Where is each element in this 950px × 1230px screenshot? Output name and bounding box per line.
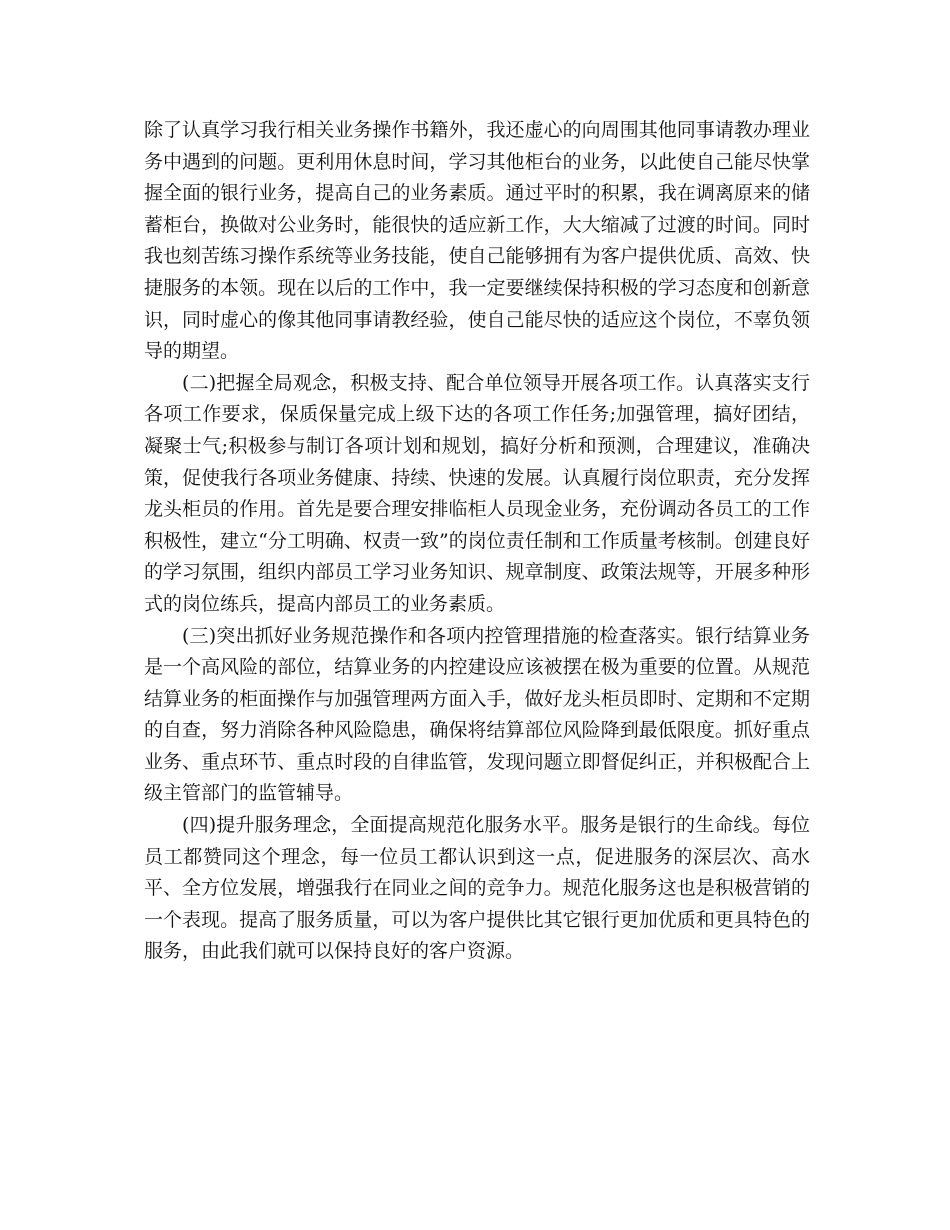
paragraph-overall-view: (二)把握全局观念，积极支持、配合单位领导开展各项工作。认真落实支行各项工作要求，保质保量完成上级下达的各项工作任务;加强管理，搞好团结，凝聚士气;积极参与制订各项计划和规划，搞好分析和预测，合理建议，准确决策，促使我行各项业务健康、持续、快速的发展。认真履行岗位职责，充分发挥龙头柜员的作用。首先是要合理安排临柜人员现金业务，充份调动各员工的工作积极性，建立“分工明确、权责一致”的岗位责任制和工作质量考核制。创建良好的学习氛围，组织内部员工学习业务知识、规章制度、政策法规等，开展多种形式的岗位练兵，提高内部员工的业务素质。	[144, 371, 810, 615]
paragraph-study: 除了认真学习我行相关业务操作书籍外，我还虚心的向周围其他同事请教办理业务中遇到的问题。更利用休息时间，学习其他柜台的业务，以此使自己能尽快掌握全面的银行业务，提高自己的业务素质。通过平时的积累，我在调离原来的储蓄柜台，换做对公业务时，能很快的适应新工作，大大缩减了过渡的时间。同时我也刻苦练习操作系统等业务技能，使自己能够拥有为客户提供优质、高效、快捷服务的本领。现在以后的工作中，我一定要继续保持积极的学习态度和创新意识，同时虚心的像其他同事请教经验，使自己能尽快的适应这个岗位，不辜负领导的期望。	[144, 119, 810, 363]
paragraph-service: (四)提升服务理念，全面提高规范化服务水平。服务是银行的生命线。每位员工都赞同这个理念，每一位员工都认识到这一点，促进服务的深层次、高水平、全方位发展，增强我行在同业之间的竞争力。规范化服务这也是积极营销的一个表现。提高了服务质量，可以为客户提供比其它银行更加优质和更具特色的服务，由此我们就可以保持良好的客户资源。	[144, 814, 810, 963]
document-body	[144, 115, 810, 968]
paragraph-internal-control: (三)突出抓好业务规范操作和各项内控管理措施的检查落实。银行结算业务是一个高风险的部位，结算业务的内控建设应该被摆在极为重要的位置。从规范结算业务的柜面操作与加强管理两方面入手，做好龙头柜员即时、定期和不定期的自查，努力消除各种风险隐患，确保将结算部位风险降到最低限度。抓好重点业务、重点环节、重点时段的自律监管，发现问题立即督促纠正，并积极配合上级主管部门的监管辅导。	[144, 624, 810, 805]
